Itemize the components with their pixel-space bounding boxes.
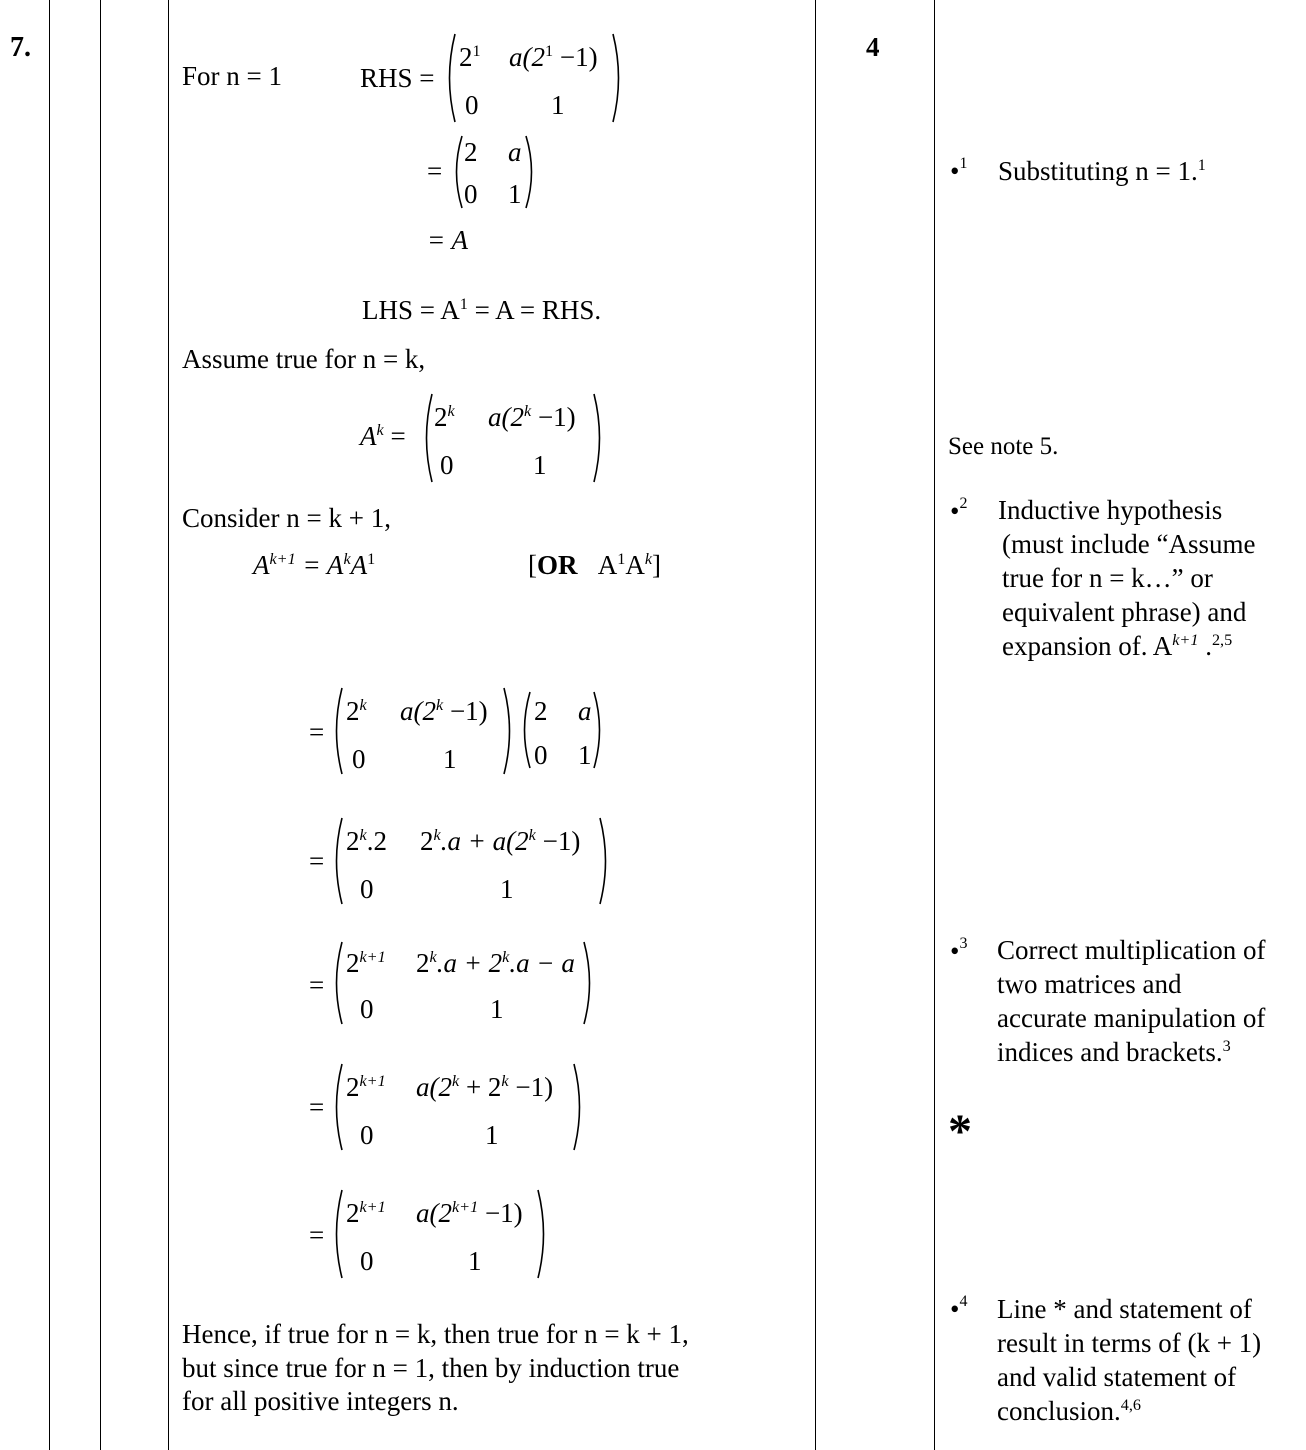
row5-matrix (330, 1188, 550, 1280)
hypothesis-text: Assume true for n = k, (182, 344, 426, 374)
matrix-cell: 0 (440, 450, 454, 480)
left-paren (450, 134, 464, 210)
matrix-cell: $a(2^{k+1} -1)$ (416, 1198, 523, 1228)
eq-sign: = (309, 1092, 325, 1122)
left-paren (330, 1188, 344, 1280)
matrix-cell: $2^{k+1}$ (346, 1072, 386, 1102)
note-4: Line * and statement of result in terms of (k + 1) and valid statement of conclusion.$^{4,6}$ (997, 1294, 1262, 1426)
matrix-cell: 1 (490, 994, 504, 1024)
eq-sign: = (309, 970, 325, 1000)
matrix-cell: 1 (500, 874, 514, 904)
right-paren (536, 1188, 550, 1280)
matrix-cell: 2$^k$.2 (346, 826, 387, 856)
base-matrix-2 (450, 134, 538, 210)
star-marker: * (948, 1105, 972, 1158)
matrix-cell: 0 (464, 179, 478, 209)
matrix-cell: $a(2^1 -1)$ (509, 42, 598, 72)
matrix-cell: 2 (534, 696, 548, 726)
right-paren (582, 940, 596, 1026)
left-paren (330, 816, 344, 906)
eq-sign: = (309, 1220, 325, 1250)
matrix-cell: 1 (468, 1246, 482, 1276)
bullet-3: •$^3$ (950, 935, 968, 966)
right-paren (524, 134, 538, 210)
matrix-cell: $2^{k+1}$ (346, 948, 386, 978)
conclusion-line: but since true for n = 1, then by induction true (182, 1353, 680, 1383)
matrix-cell: $a(2^k + 2^k -1)$ (416, 1072, 554, 1102)
column-rule (168, 0, 169, 1450)
matrix-cell: 1 (533, 450, 547, 480)
matrix-cell: $2^k.a + 2^k.a - a$ (416, 948, 575, 978)
matrix-cell: a (578, 696, 592, 726)
matrix-cell: 0 (360, 874, 374, 904)
base-case-lead (182, 63, 282, 90)
matrix-cell: 0 (534, 740, 548, 770)
left-paren (518, 690, 532, 770)
product-matrix-2 (518, 690, 606, 770)
hypothesis-lhs: $A^k$ = (360, 421, 406, 451)
product-matrix-1 (330, 686, 516, 776)
bullet-2: •$^2$ (950, 495, 968, 526)
column-rule (815, 0, 816, 1450)
matrix-cell: $2^{k+1}$ (346, 1198, 386, 1228)
column-rule (49, 0, 50, 1450)
conclusion-line: Hence, if true for n = k, then true for n = k + 1, (182, 1319, 689, 1349)
matrix-cell: 1 (485, 1120, 499, 1150)
base-case-lead-text: For n = 1 (182, 61, 282, 91)
right-paren (572, 1062, 586, 1152)
matrix-cell: 0 (360, 1120, 374, 1150)
bullet-1: •$^1$ (950, 155, 968, 186)
step-line: $A^{k+1} = A^kA^1$ (253, 550, 376, 580)
column-rule (934, 0, 935, 1450)
eq-sign: = (309, 846, 325, 876)
right-paren (611, 32, 625, 124)
matrix-cell: $2^k.a + a(2^k -1)$ (420, 826, 581, 856)
step-or-alt: [OR $A^1A^k$] (528, 550, 662, 580)
step-text: Consider n = k + 1, (182, 503, 391, 533)
matrix-cell: 0 (465, 90, 479, 120)
matrix-cell: $2^1$ (459, 42, 481, 72)
left-paren (330, 686, 344, 776)
eq-sign: = (309, 717, 325, 747)
marks-value: 4 (866, 32, 880, 62)
conclusion-line: for all positive integers n. (182, 1386, 459, 1416)
note-2: Inductive hypothesis (must include “Assume true for n = k…” or equivalent phrase) and expansion of. $A^{k+1}$ .$^{2,5}$ (998, 495, 1256, 661)
matrix-cell: 0 (360, 994, 374, 1024)
rhs-label: RHS = (360, 63, 435, 93)
row3-matrix (330, 940, 596, 1026)
lhs-line: LHS = $A^1 = A$ = RHS. (362, 295, 602, 325)
question-number: 7. (10, 32, 31, 63)
matrix-cell: $a(2^k -1)$ (400, 696, 488, 726)
row4-matrix (330, 1062, 586, 1152)
matrix-cell: 1 (551, 90, 565, 120)
matrix-cell: 0 (352, 744, 366, 774)
right-paren (502, 686, 516, 776)
matrix-cell: 1 (508, 179, 522, 209)
see-note: See note 5. (948, 433, 1059, 460)
hypothesis-matrix (420, 392, 606, 484)
left-paren (330, 940, 344, 1026)
matrix-cell: a (508, 137, 522, 167)
right-paren (592, 392, 606, 484)
matrix-cell: 0 (360, 1246, 374, 1276)
left-paren (443, 32, 457, 124)
right-paren (598, 816, 612, 906)
column-rule (100, 0, 101, 1450)
right-paren (592, 690, 606, 770)
matrix-cell: 1 (578, 740, 592, 770)
left-paren (330, 1062, 344, 1152)
note-3: Correct multiplication of two matrices and accurate manipulation of indices and brackets.$^3$ (997, 935, 1266, 1067)
base-matrix-1 (443, 32, 625, 124)
matrix-cell: 2 (464, 137, 478, 167)
eq-A: = A (427, 225, 468, 255)
matrix-cell: 2$^k$ (346, 696, 367, 726)
matrix-cell: 2$^k$ (434, 402, 455, 432)
left-paren (420, 392, 434, 484)
note-1: Substituting n = 1.$^1$ (998, 156, 1206, 186)
matrix-cell: 1 (443, 744, 457, 774)
row2-matrix (330, 816, 612, 906)
matrix-cell: $a(2^k -1)$ (488, 402, 576, 432)
eq-sign: = (427, 156, 443, 186)
bullet-4: •$^4$ (950, 1293, 968, 1324)
